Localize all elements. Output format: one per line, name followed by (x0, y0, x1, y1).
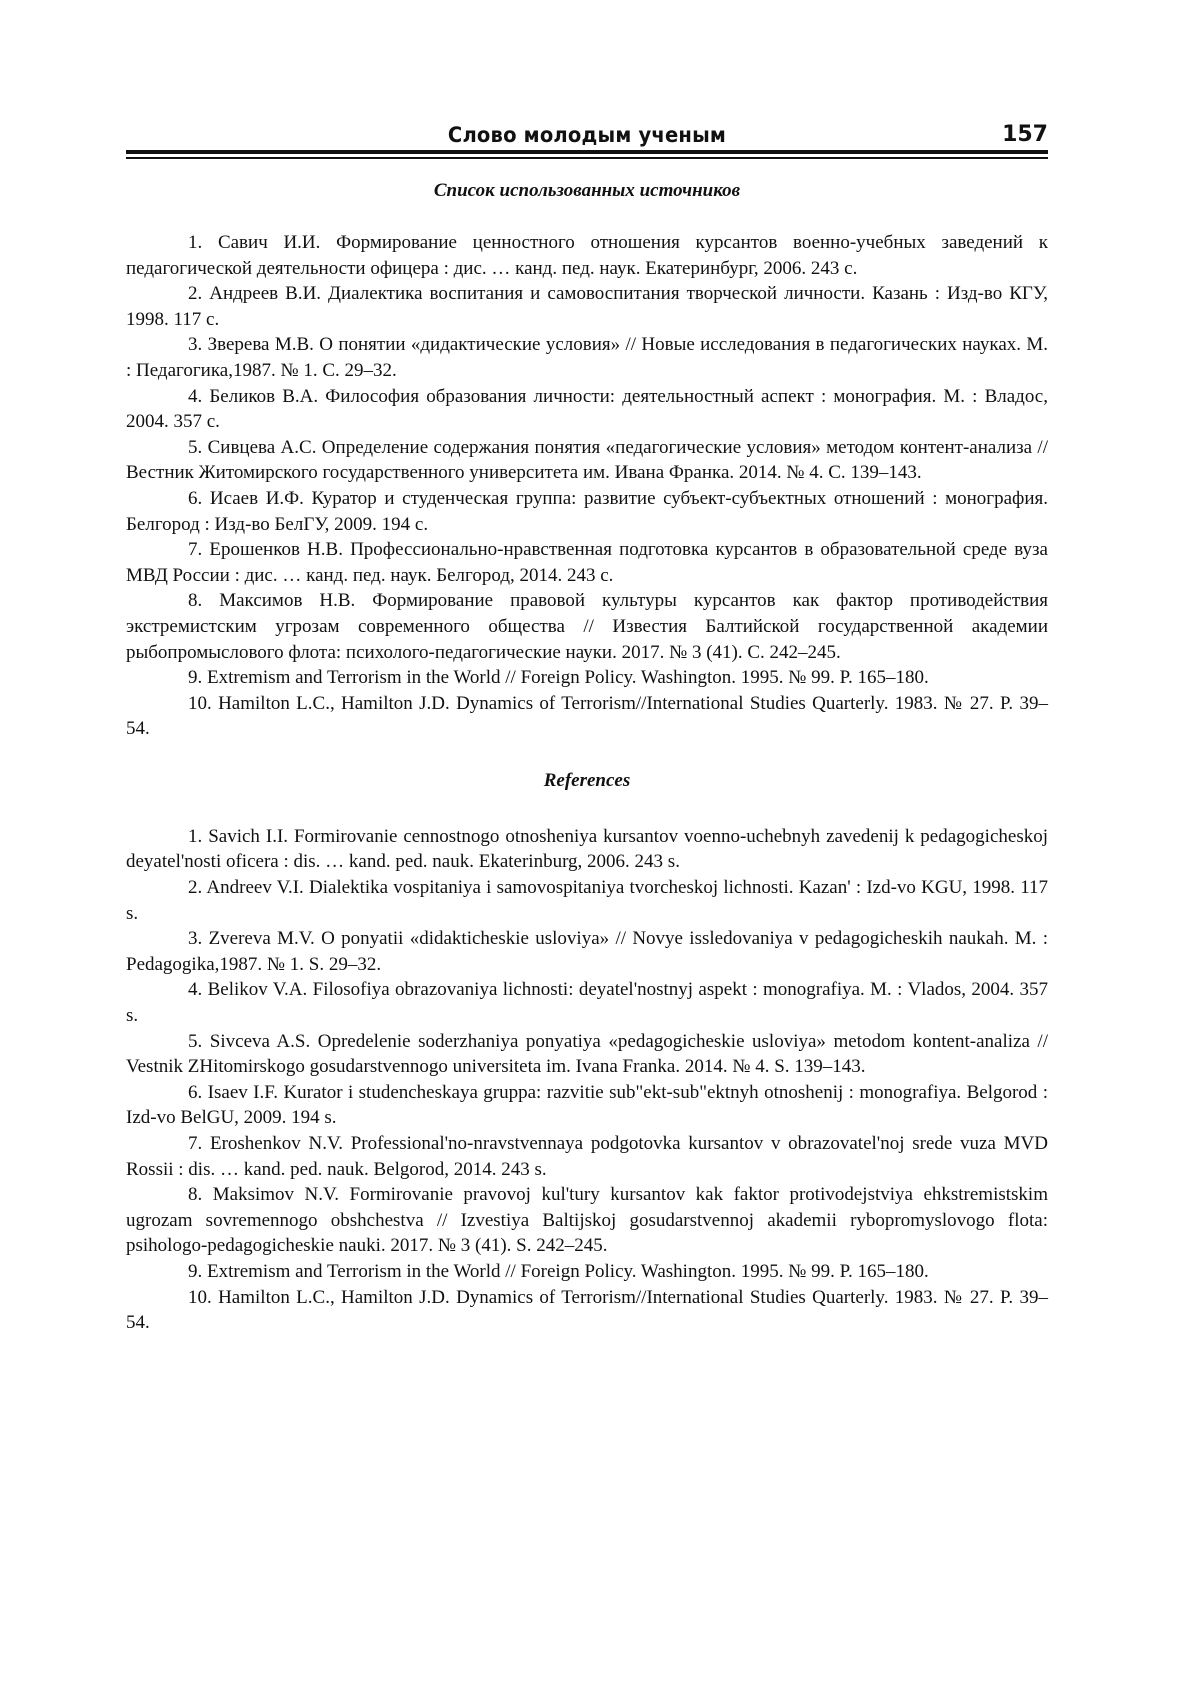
reference-item: 7. Eroshenkov N.V. Professional'no-nravstvennaya podgotovka kursantov v obrazovatel'noj srede vuza MVD Rossii : dis. … kand. ped. nauk. Belgorod, 2014. 243 s. (126, 1133, 1048, 1180)
source-item: 5. Сивцева А.С. Определение содержания понятия «педагогические условия» методом контент-анализа // Вестник Житомирского государственного университета им. Ивана Франка. 2014. № 4. С. 139–143. (126, 436, 1048, 484)
sources-list (126, 230, 1048, 742)
reference-item: 5. Sivceva A.S. Opredelenie soderzhaniya ponyatiya «pedagogicheskie usloviya» metodom kontent-analiza // Vestnik ZHitomirskogo gosudarstvennogo universiteta im. Ivana Franka. 2014. № 4. S. 139–143. (126, 1030, 1048, 1078)
source-item: 4. Беликов В.А. Философия образования личности: деятельностный аспект : монография. М. : Владос, 2004. 357 с. (126, 385, 1048, 433)
references-title: References (543, 769, 631, 791)
sources-title: Список использованных источников (433, 180, 741, 201)
reference-item: 2. Andreev V.I. Dialektika vospitaniya i samovospitaniya tvorcheskoj lichnosti. Kazan' : Izd-vo KGU, 1998. 117 s. (126, 877, 1048, 924)
page-number: 157 (1002, 122, 1048, 147)
source-item: 7. Ерошенков Н.В. Профессионально-нравственная подготовка курсантов в образовательной среде вуза МВД России : дис. … канд. пед. наук. Белгород, 2014. 243 с. (126, 539, 1048, 586)
running-title: Слово молодым ученым (447, 123, 727, 147)
reference-item: 4. Belikov V.A. Filosofiya obrazovaniya lichnosti: deyatel'nostnyj aspekt : monografiya. M. : Vlados, 2004. 357 s. (126, 979, 1048, 1027)
references-list (126, 824, 1048, 1336)
reference-item: 6. Isaev I.F. Kurator i studencheskaya gruppa: razvitie sub"ekt-sub"ektnyh otnoshenij : monografiya. Belgorod : Izd-vo BelGU, 2009. 194 s. (126, 1081, 1048, 1129)
header-rule-thin (126, 157, 1048, 159)
source-item: 2. Андреев В.И. Диалектика воспитания и самовоспитания творческой личности. Казань : Изд-во КГУ, 1998. 117 с. (126, 283, 1048, 330)
page-content (126, 178, 1048, 1336)
source-item: 9. Extremism and Terrorism in the World // Foreign Policy. Washington. 1995. № 99. P. 165–180. (188, 667, 929, 689)
reference-item: 8. Maksimov N.V. Formirovanie pravovoj kul'tury kursantov kak faktor protivodejstviya ehkstremistskim ugrozam sovremennogo obshchestva // Izvestiya Baltijskoj gosudarstvennoj akademii rybopromyslovogo flota: psihologo-pedagogicheskie nauki. 2017. № 3 (41). S. 242–245. (126, 1184, 1048, 1257)
reference-item: 1. Savich I.I. Formirovanie cennostnogo otnosheniya kursantov voenno-uchebnyh zavedenij k pedagogicheskoj deyatel'nosti oficera : dis. … kand. ped. nauk. Ekaterinburg, 2006. 243 s. (126, 825, 1048, 873)
reference-item: 9. Extremism and Terrorism in the World // Foreign Policy. Washington. 1995. № 99. P. 165–180. (188, 1260, 929, 1282)
page-header (126, 124, 1048, 146)
source-item: 1. Савич И.И. Формирование ценностного отношения курсантов военно-учебных заведений к педагогической деятельности офицера : дис. … канд. пед. наук. Екатеринбург, 2006. 243 с. (126, 232, 1048, 279)
source-item: 10. Hamilton L.C., Hamilton J.D. Dynamics of Terrorism//International Studies Quarterly. 1983. № 27. P. 39–54. (126, 692, 1048, 740)
header-rule-thick (126, 150, 1048, 154)
source-item: 3. Зверева М.В. О понятии «дидактические условия» // Новые исследования в педагогических науках. М. : Педагогика,1987. № 1. С. 29–32. (126, 334, 1048, 381)
reference-item: 10. Hamilton L.C., Hamilton J.D. Dynamics of Terrorism//International Studies Quarterly. 1983. № 27. P. 39–54. (126, 1286, 1048, 1334)
source-item: 8. Максимов Н.В. Формирование правовой культуры курсантов как фактор противодействия экстремистским угрозам современного общества // Известия Балтийской государственной академии рыбопромыслового флота: психолого-педагогические науки. 2017. № 3 (41). С. 242–245. (126, 590, 1048, 663)
reference-item: 3. Zvereva M.V. O ponyatii «didakticheskie usloviya» // Novye issledovaniya v pedagogicheskih naukah. M. : Pedagogika,1987. № 1. S. 29–32. (126, 928, 1048, 975)
source-item: 6. Исаев И.Ф. Куратор и студенческая группа: развитие субъект-субъектных отношений : монография. Белгород : Изд-во БелГУ, 2009. 194 с. (126, 487, 1048, 535)
